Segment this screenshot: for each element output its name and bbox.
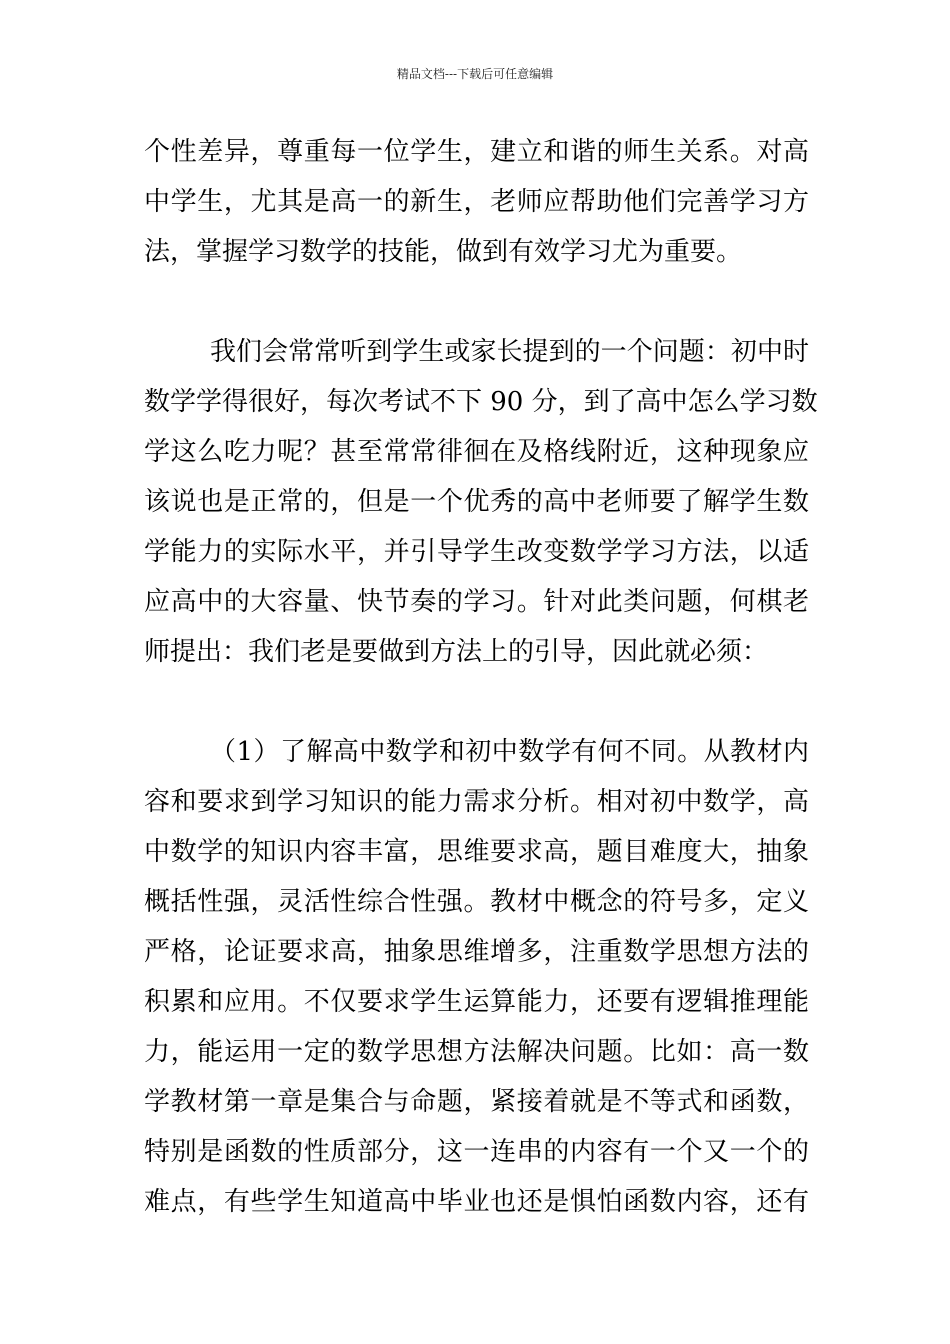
text-line: 严格，论证要求高，抽象思维增多，注重数学思想方法的: [144, 937, 809, 967]
paragraph-spacer: [144, 677, 809, 727]
paragraph-3: [144, 727, 809, 1227]
text-line: 中学生，尤其是高一的新生，老师应帮助他们完善学习方: [144, 187, 809, 217]
text-line: 学能力的实际水平，并引导学生改变数学学习方法，以适: [144, 537, 809, 567]
text-line: 概括性强，灵活性综合性强。教材中概念的符号多，定义: [144, 887, 809, 917]
text-line: 师提出：我们老是要做到方法上的引导，因此就必须：: [144, 637, 769, 667]
text-line: 力，能运用一定的数学思想方法解决问题。比如：高一数: [144, 1037, 809, 1067]
page-header: 精品文档---下载后可任意编辑: [396, 67, 554, 81]
paragraph-2: [144, 327, 818, 677]
text-line: 积累和应用。不仅要求学生运算能力，还要有逻辑推理能: [144, 987, 809, 1017]
text-line: 学这么吃力呢？甚至常常徘徊在及格线附近，这种现象应: [144, 437, 809, 467]
text-line: 该说也是正常的，但是一个优秀的高中老师要了解学生数: [144, 487, 809, 517]
text-line: 中数学的知识内容丰富，思维要求高，题目难度大，抽象: [144, 837, 809, 867]
text-line: 数学学得很好，每次考试不下 90 分，到了高中怎么学习数: [144, 387, 818, 417]
text-line: 学教材第一章是集合与命题，紧接着就是不等式和函数，: [144, 1087, 809, 1117]
paragraph-1: [144, 127, 809, 277]
paragraph-spacer: [144, 277, 809, 327]
text-line: 法，掌握学习数学的技能，做到有效学习尤为重要。: [144, 237, 743, 267]
document-body: [144, 127, 818, 1227]
text-line: 个性差异，尊重每一位学生，建立和谐的师生关系。对高: [144, 137, 809, 167]
text-line: 应高中的大容量、快节奏的学习。针对此类问题，何棋老: [144, 587, 809, 617]
text-line: 难点，有些学生知道高中毕业也还是惧怕函数内容，还有: [144, 1187, 809, 1217]
text-line: 特别是函数的性质部分，这一连串的内容有一个又一个的: [144, 1137, 809, 1167]
text-line: 我们会常常听到学生或家长提到的一个问题：初中时: [210, 337, 809, 367]
text-line: （1）了解高中数学和初中数学有何不同。从教材内: [210, 737, 809, 767]
text-line: 容和要求到学习知识的能力需求分析。相对初中数学，高: [144, 787, 809, 817]
